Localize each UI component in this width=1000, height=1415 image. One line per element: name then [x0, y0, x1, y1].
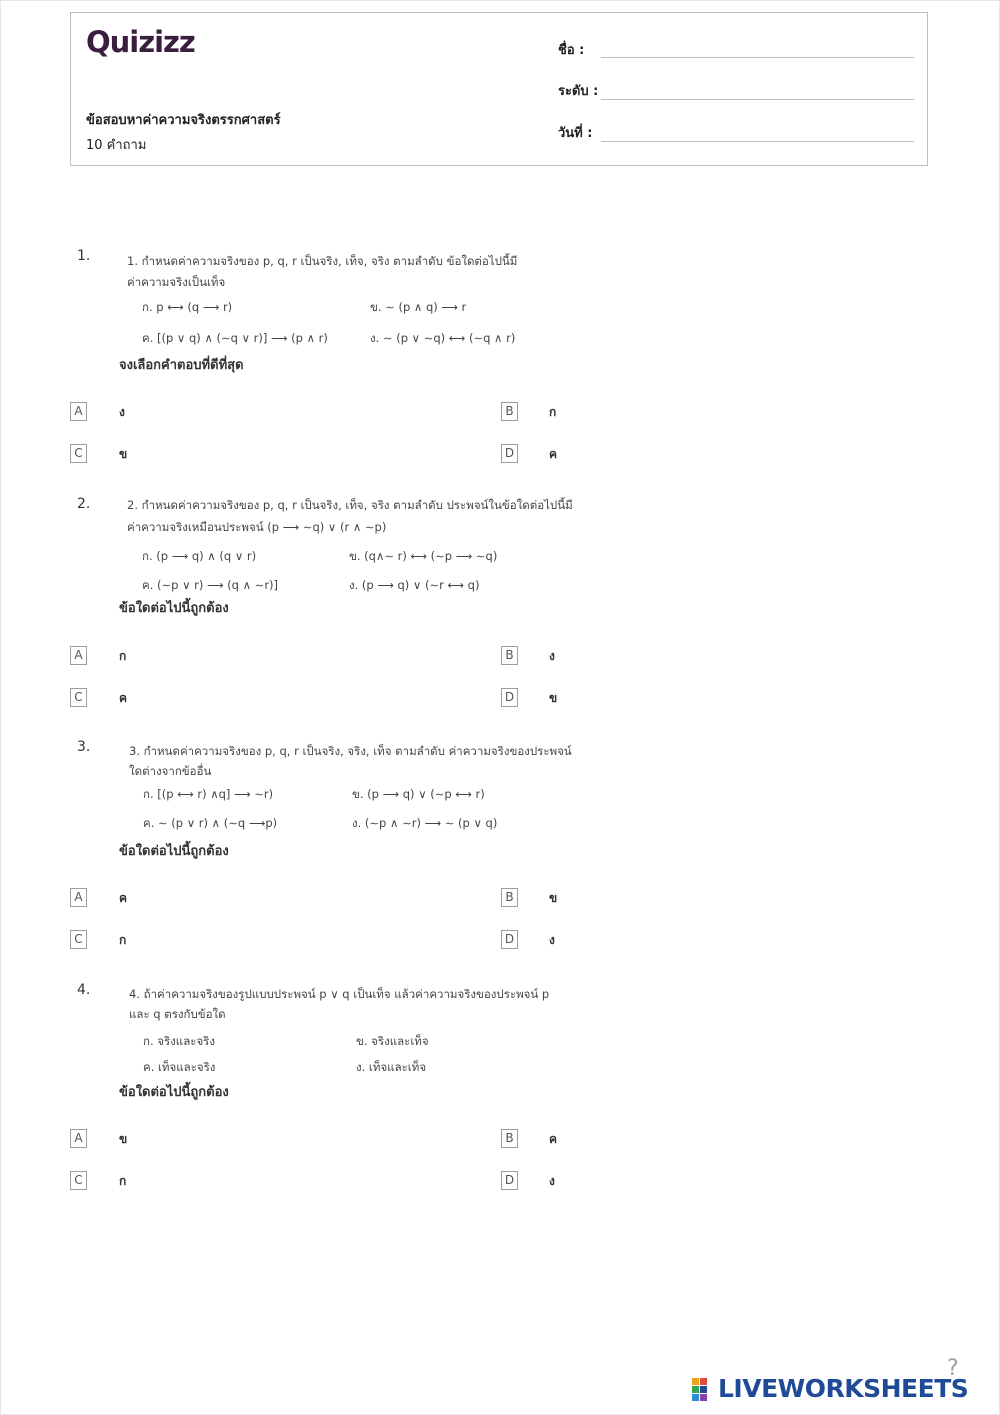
answer-d-text[interactable]: ค: [549, 447, 558, 461]
question-prompt: จงเลือกคำตอบที่ดีที่สุด: [119, 358, 244, 373]
option-kho: ข. ∼ (p ∧ q) ⟶ r: [370, 300, 467, 314]
option-kho-khwai: ค. ∼ (p ∨ r) ∧ (∼q ⟶p): [143, 816, 278, 830]
level-label: ระดับ :: [558, 84, 599, 99]
question-number: 3.: [77, 739, 91, 755]
level-field[interactable]: [601, 98, 914, 100]
answer-c-box[interactable]: C: [70, 1171, 87, 1190]
answer-c-box[interactable]: C: [70, 930, 87, 949]
answer-b-text[interactable]: ข: [549, 891, 558, 905]
liveworksheets-logo-icon: [692, 1378, 716, 1402]
option-kho: ข. (p ⟶ q) ∨ (∼p ⟷ r): [352, 787, 485, 801]
option-kho: ข. (q∧∼ r) ⟷ (∼p ⟶ ∼q): [349, 549, 498, 563]
option-kho: ข. จริงและเท็จ: [356, 1034, 429, 1048]
answer-c-text[interactable]: ก: [119, 933, 127, 947]
option-kho-khwai: ค. (∼p ∨ r) ⟶ (q ∧ ∼r)]: [142, 578, 279, 592]
question-count: 10 คำถาม: [86, 138, 147, 153]
answer-a-text[interactable]: ข: [119, 1132, 128, 1146]
answer-d-text[interactable]: ง: [549, 933, 555, 947]
option-ko: ก. p ⟷ (q ⟶ r): [142, 300, 233, 314]
answer-a-box[interactable]: A: [70, 888, 87, 907]
question-number: 1.: [77, 248, 91, 264]
answer-d-box[interactable]: D: [501, 444, 518, 463]
answer-d-box[interactable]: D: [501, 1171, 518, 1190]
question-text-line: 3. กำหนดค่าความจริงของ p, q, r เป็นจริง, จริง, เท็จ ตามลำดับ ค่าความจริงของประพจน์: [129, 744, 572, 758]
liveworksheets-wordmark: LIVEWORKSHEETS: [718, 1374, 969, 1403]
answer-a-text[interactable]: ค: [119, 891, 128, 905]
answer-c-text[interactable]: ก: [119, 1174, 127, 1188]
question-prompt: ข้อใดต่อไปนี้ถูกต้อง: [119, 601, 229, 616]
option-kho-khwai: ค. เท็จและจริง: [143, 1060, 216, 1074]
help-icon[interactable]: ?: [947, 1356, 959, 1381]
date-field[interactable]: [601, 140, 914, 142]
answer-d-box[interactable]: D: [501, 930, 518, 949]
answer-b-box[interactable]: B: [501, 646, 518, 665]
answer-a-box[interactable]: A: [70, 402, 87, 421]
answer-b-text[interactable]: ค: [549, 1132, 558, 1146]
worksheet-header: [70, 12, 928, 166]
answer-c-text[interactable]: ค: [119, 691, 128, 705]
answer-a-box[interactable]: A: [70, 1129, 87, 1148]
answer-a-box[interactable]: A: [70, 646, 87, 665]
question-prompt: ข้อใดต่อไปนี้ถูกต้อง: [119, 844, 229, 859]
question-number: 4.: [77, 982, 91, 998]
option-kho-khwai: ค. [(p ∨ q) ∧ (∼q ∨ r)] ⟶ (p ∧ r): [142, 331, 328, 345]
question-text-line: ใดต่างจากข้ออื่น: [129, 764, 212, 778]
quizizz-logo: Quizizz: [86, 25, 195, 59]
answer-b-box[interactable]: B: [501, 402, 518, 421]
answer-b-text[interactable]: ง: [549, 649, 555, 663]
answer-c-box[interactable]: C: [70, 444, 87, 463]
question-text-line: ค่าความจริงเหมือนประพจน์ (p ⟶ ∼q) ∨ (r ∧ ∼p): [127, 520, 387, 534]
answer-d-text[interactable]: ข: [549, 691, 558, 705]
question-text-line: 1. กำหนดค่าความจริงของ p, q, r เป็นจริง, เท็จ, จริง ตามลำดับ ข้อใดต่อไปนี้มี: [127, 254, 518, 268]
question-text-line: 2. กำหนดค่าความจริงของ p, q, r เป็นจริง, เท็จ, จริง ตามลำดับ ประพจน์ในข้อใดต่อไปนี้มี: [127, 498, 573, 512]
option-ngo: ง. (p ⟶ q) ∨ (∼r ⟷ q): [349, 578, 480, 592]
option-ko: ก. (p ⟶ q) ∧ (q ∨ r): [142, 549, 257, 563]
question-prompt: ข้อใดต่อไปนี้ถูกต้อง: [119, 1085, 229, 1100]
answer-c-text[interactable]: ข: [119, 447, 128, 461]
answer-b-box[interactable]: B: [501, 888, 518, 907]
answer-a-text[interactable]: ก: [119, 649, 127, 663]
question-text-line: และ q ตรงกับข้อใด: [129, 1007, 226, 1021]
answer-c-box[interactable]: C: [70, 688, 87, 707]
option-ngo: ง. (∼p ∧ ∼r) ⟶ ∼ (p ∨ q): [352, 816, 498, 830]
name-label: ชื่อ :: [558, 43, 585, 58]
answer-d-box[interactable]: D: [501, 688, 518, 707]
question-number: 2.: [77, 496, 91, 512]
question-text-line: ค่าความจริงเป็นเท็จ: [127, 275, 226, 289]
quiz-title: ข้อสอบหาค่าความจริงตรรกศาสตร์: [86, 113, 281, 128]
name-field[interactable]: [601, 56, 914, 58]
answer-d-text[interactable]: ง: [549, 1174, 555, 1188]
answer-b-text[interactable]: ก: [549, 405, 557, 419]
option-ngo: ง. เท็จและเท็จ: [356, 1060, 427, 1074]
option-ko: ก. จริงและจริง: [143, 1034, 215, 1048]
date-label: วันที่ :: [558, 126, 593, 141]
option-ngo: ง. ∼ (p ∨ ∼q) ⟷ (∼q ∧ r): [370, 331, 516, 345]
answer-b-box[interactable]: B: [501, 1129, 518, 1148]
question-text-line: 4. ถ้าค่าความจริงของรูปแบบประพจน์ p ∨ q เป็นเท็จ แล้วค่าความจริงของประพจน์ p: [129, 987, 550, 1001]
answer-a-text[interactable]: ง: [119, 405, 125, 419]
option-ko: ก. [(p ⟷ r) ∧q] ⟶ ∼r): [143, 787, 274, 801]
